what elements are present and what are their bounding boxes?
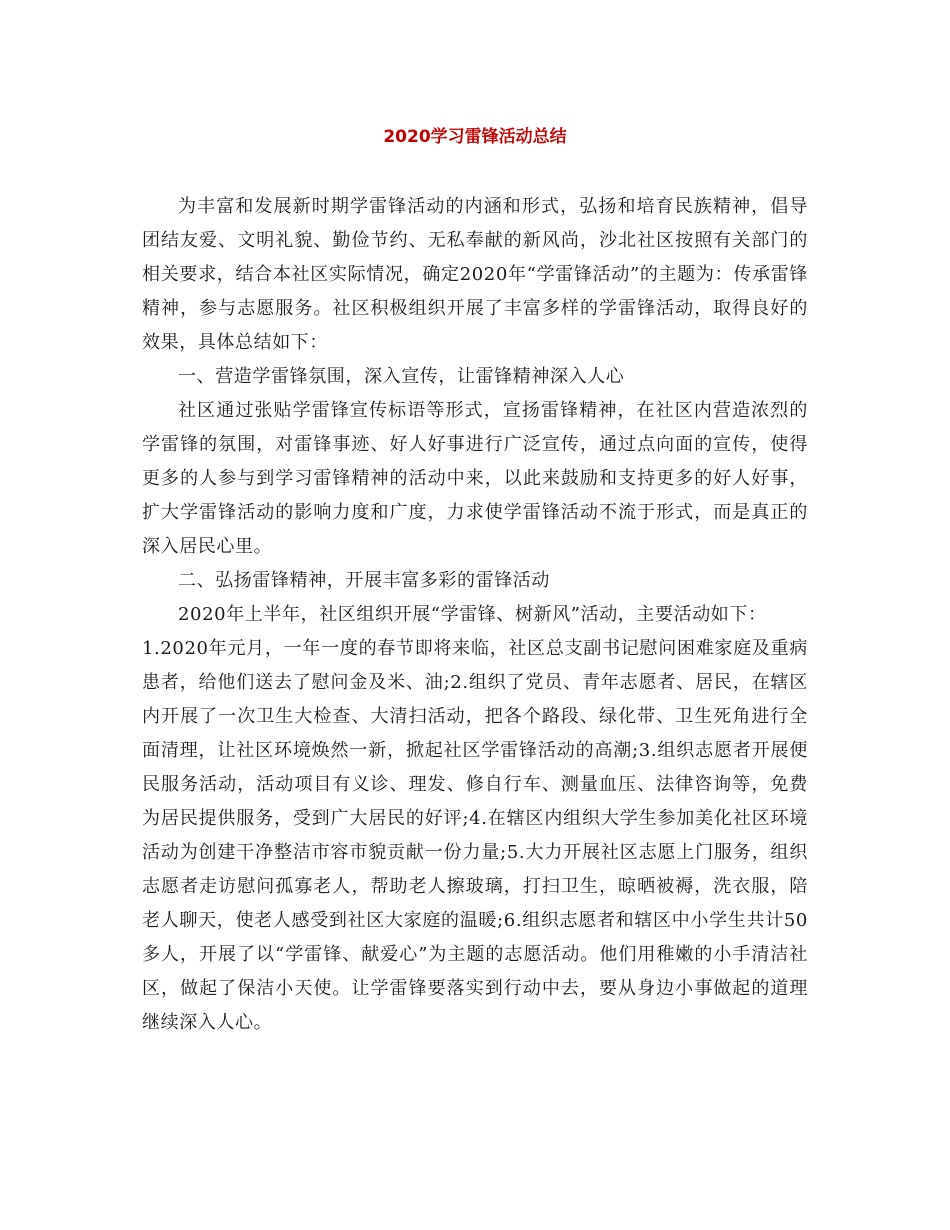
section-1-paragraph: 社区通过张贴学雷锋宣传标语等形式，宣扬雷锋精神，在社区内营造浓烈的学雷锋的氛围，对雷锋事迹、好人好事进行广泛宣传，通过点向面的宣传，使得更多的人参与到学习雷锋精神的活动中来，以此来鼓励和支持更多的好人好事，扩大学雷锋活动的影响力度和广度，力求使学雷锋活动不流于形式，而是真正的深入居民心里。 <box>142 400 808 557</box>
intro-paragraph: 为丰富和发展新时期学雷锋活动的内涵和形式，弘扬和培育民族精神，倡导团结友爱、文明礼貌、勤俭节约、无私奉献的新风尚，沙北社区按照有关部门的相关要求，结合本社区实际情况，确定2020年“学雷锋活动”的主题为：传承雷锋精神，参与志愿服务。社区积极组织开展了丰富多样的学雷锋活动，取得良好的效果，具体总结如下： <box>142 196 808 353</box>
section-2-lead-paragraph: 2020年上半年，社区组织开展“学雷锋、树新风”活动，主要活动如下： <box>178 604 767 625</box>
document-title: 2020学习雷锋活动总结 <box>383 127 567 147</box>
section-heading-1: 一、营造学雷锋氛围，深入宣传，让雷锋精神深入人心 <box>178 366 625 387</box>
activity-list-paragraph: 1.2020年元月，一年一度的春节即将来临，社区总支副书记慰问困难家庭及重病患者，给他们送去了慰问金及米、油;2.组织了党员、青年志愿者、居民，在辖区内开展了一次卫生大检查、大清扫活动，把各个路段、绿化带、卫生死角进行全面清理，让社区环境焕然一新，掀起社区学雷锋活动的高潮;3.组织志愿者开展便民服务活动，活动项目有义诊、理发、修自行车、测量血压、法律咨询等，免费为居民提供服务，受到广大居民的好评;4.在辖区内组织大学生参加美化社区环境活动为创建干净整洁市容市貌贡献一份力量;5.大力开展社区志愿上门服务，组织志愿者走访慰问孤寡老人，帮助老人擦玻璃，打扫卫生，晾晒被褥，洗衣服，陪老人聊天，使老人感受到社区大家庭的温暖;6.组织志愿者和辖区中小学生共计50多人，开展了以“学雷锋、献爱心”为主题的志愿活动。他们用稚嫩的小手清洁社区，做起了保洁小天使。让学雷锋要落实到行动中去，要从身边小事做起的道理继续深入人心。 <box>142 638 808 1033</box>
document-body <box>142 190 808 1040</box>
section-heading-2: 二、弘扬雷锋精神，开展丰富多彩的雷锋活动 <box>178 570 550 591</box>
